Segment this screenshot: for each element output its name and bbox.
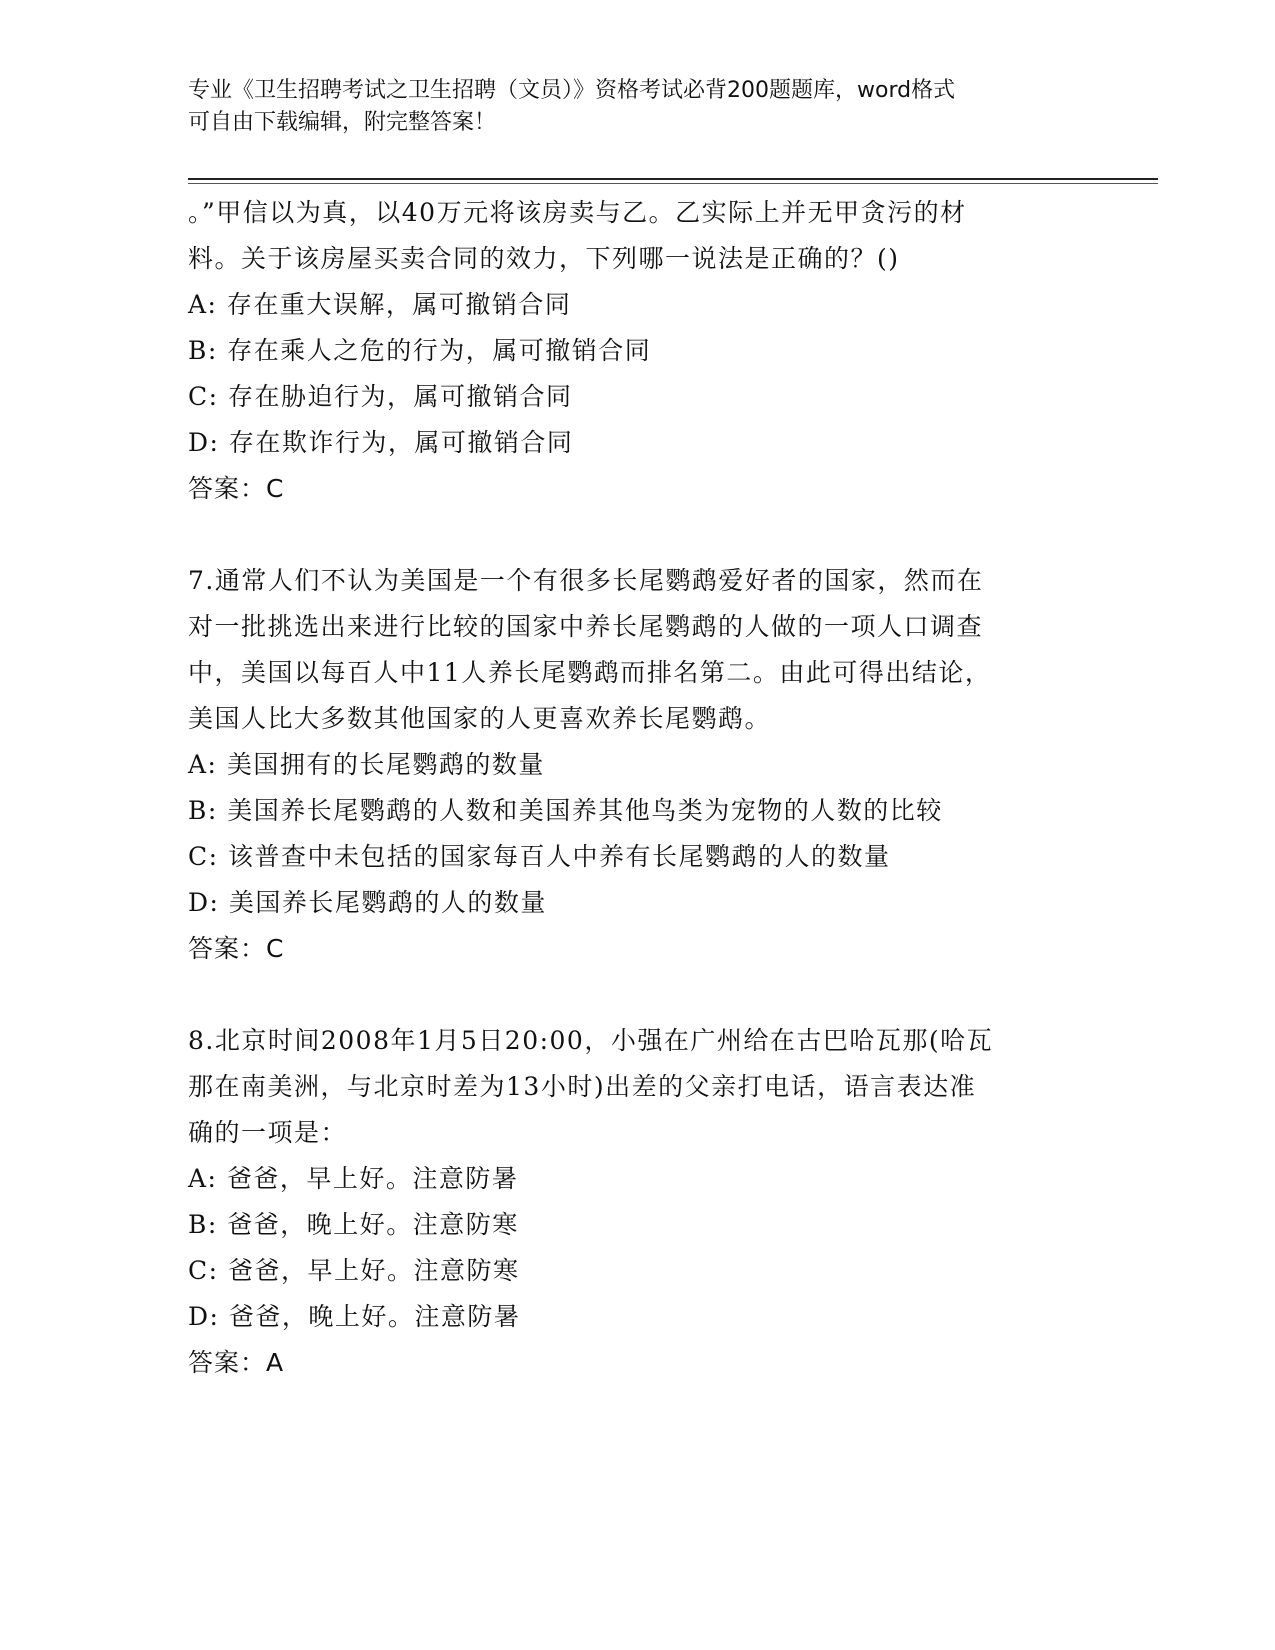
question-6-option-b: B: 存在乘人之危的行为，属可撤销合同 [188,336,652,365]
question-8-option-d: D: 爸爸，晚上好。注意防暑 [188,1302,521,1331]
document-header [188,75,1088,139]
question-7-option-d: D: 美国养长尾鹦鹉的人的数量 [188,888,547,917]
question-spacer [188,972,1088,1018]
question-8-option-c: C: 爸爸，早上好。注意防寒 [188,1256,520,1285]
question-6-option-c: C: 存在胁迫行为，属可撤销合同 [188,382,573,411]
header-title-line-2: 可自由下载编辑，附完整答案！ [188,110,497,135]
question-6-stem-line-2: 料。关于该房屋买卖合同的效力，下列哪一说法是正确的？() [188,244,900,273]
question-7 [188,558,1088,972]
question-8 [188,1018,1088,1386]
question-spacer [188,512,1088,558]
question-6-option-a: A: 存在重大误解，属可撤销合同 [188,290,572,319]
question-7-stem-line-3: 中，美国以每百人中11人养长尾鹦鹉而排名第二。由此可得出结论， [188,658,992,687]
question-7-option-c: C: 该普查中未包括的国家每百人中养有长尾鹦鹉的人的数量 [188,842,891,871]
header-title-line-1: 专业《卫生招聘考试之卫生招聘（文员）》资格考试必背200题题库，word格式 [188,78,956,103]
question-8-answer: 答案：A [188,1348,285,1377]
question-8-stem-line-1: 8.北京时间2008年1月5日20:00，小强在广州给在古巴哈瓦那(哈瓦 [188,1026,994,1055]
question-6 [188,190,1088,512]
question-7-stem-line-2: 对一批挑选出来进行比较的国家中养长尾鹦鹉的人做的一项人口调查 [188,612,984,641]
question-6-option-d: D: 存在欺诈行为，属可撤销合同 [188,428,574,457]
header-divider-thick [188,178,1158,180]
question-8-stem-line-3: 确的一项是： [188,1118,348,1147]
question-7-option-a: A: 美国拥有的长尾鹦鹉的数量 [188,750,545,779]
question-8-stem-line-2: 那在南美洲，与北京时差为13小时)出差的父亲打电话，语言表达准 [188,1072,977,1101]
question-7-answer: 答案：C [188,934,285,963]
question-8-option-a: A: 爸爸，早上好。注意防暑 [188,1164,519,1193]
question-7-stem-line-1: 7.通常人们不认为美国是一个有很多长尾鹦鹉爱好者的国家，然而在 [188,566,984,595]
question-8-option-b: B: 爸爸，晚上好。注意防寒 [188,1210,519,1239]
question-7-stem-line-4: 美国人比大多数其他国家的人更喜欢养长尾鹦鹉。 [188,704,772,733]
header-divider-thin [188,183,1158,184]
question-7-option-b: B: 美国养长尾鹦鹉的人数和美国养其他鸟类为宠物的人数的比较 [188,796,943,825]
document-body [188,190,1088,1386]
question-6-stem-line-1: 。”甲信以为真，以40万元将该房卖与乙。乙实际上并无甲贪污的材 [188,198,967,227]
question-6-answer: 答案：C [188,474,285,503]
